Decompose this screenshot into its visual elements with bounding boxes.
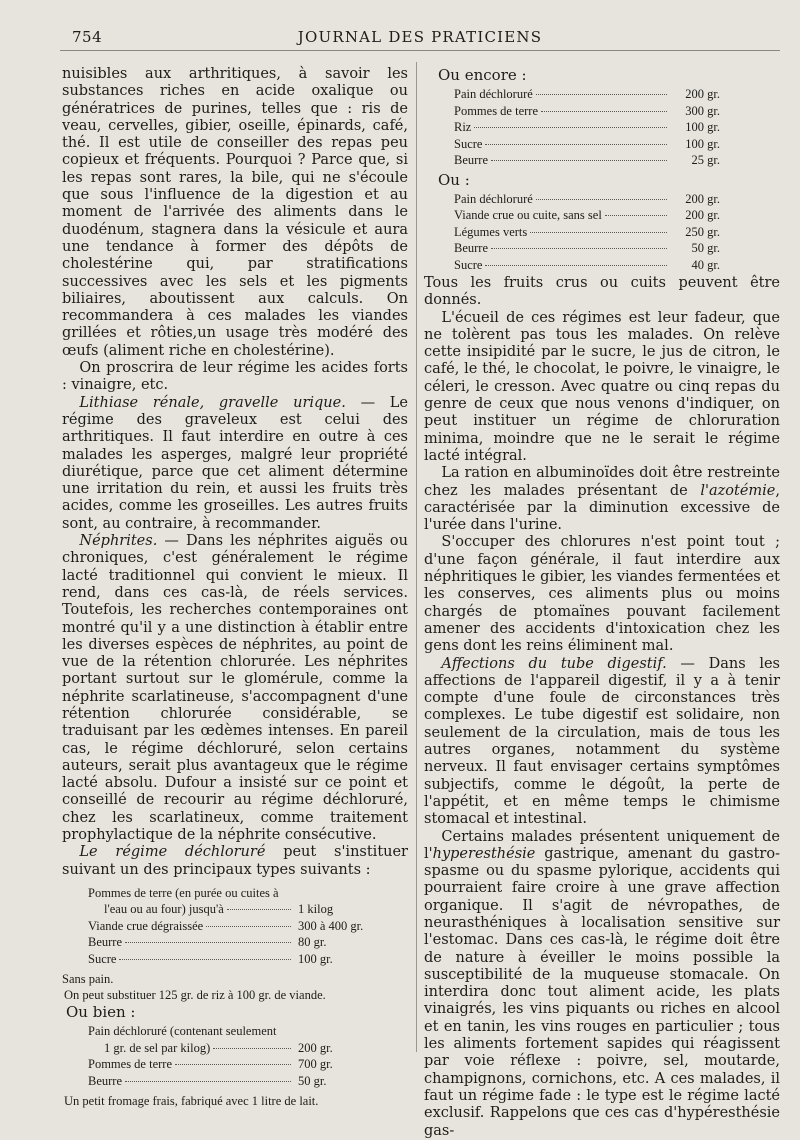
- menu-row: [454, 224, 720, 241]
- leader-dots: [605, 215, 667, 216]
- menu-qty: 700 gr.: [298, 1057, 333, 1072]
- menu-qty: 50 gr.: [298, 1073, 327, 1088]
- menu-qty: 300 gr.: [685, 103, 720, 118]
- paragraph-lithiase: [62, 395, 408, 533]
- paragraph-acides: On proscrira de leur régime les acides forts : vinaigre, etc.: [62, 360, 408, 394]
- menu-item: Légumes verts: [454, 224, 528, 239]
- menu-row: [454, 207, 720, 224]
- leader-dots: [536, 94, 667, 95]
- menu-qty: 200 gr.: [685, 87, 720, 101]
- menu-row: [88, 1073, 378, 1090]
- heading-ou: Ou :: [438, 170, 470, 189]
- menu-item: Riz: [454, 120, 472, 134]
- paragraph-ecueil: L'écueil de ces régimes est leur fadeur, que ne tolèrent pas tous les malades. On relève cette insipidité par le sucre, le jus de citron, le café, le thé, le chocolat, le poivre, le vinaigre, le céleri, le cresson. Avec quatre ou cinq repas du genre de ceux que nous venons d'indiquer, on peut instituer un régime de chloruration minima, moindre que ne le serait le régime lacté intégral.: [424, 309, 780, 464]
- paragraph-lithiase-text: — Le régime des graveleux est celui des arthritiques. Il faut interdire en outre à ces malades les asperges, malgré leur propriété diurétique, parce que cet aliment détermine une irritation du rein, et aussi les fruits très acides, comme les groseilles. Les autres fruits sont, au contraire, à recommander.: [62, 394, 409, 532]
- menu-qty: 80 gr.: [298, 935, 327, 950]
- menu-row: [88, 901, 378, 918]
- leader-dots: [175, 1064, 291, 1065]
- menu-list-2: [88, 1023, 378, 1089]
- heading-tube-digestif: Affections du tube digestif.: [441, 655, 667, 672]
- leader-dots: [536, 199, 667, 200]
- menu-item: Pommes de terre: [454, 103, 539, 118]
- menu-item: Viande crue ou cuite, sans sel: [454, 208, 602, 222]
- paragraph-azotemie-a: La ration en albuminoïdes doit être restreinte chez les malades présentant de: [424, 465, 780, 499]
- running-title: JOURNAL DES PRATICIENS: [297, 28, 543, 46]
- menu-qty: 1 kilog: [298, 902, 334, 917]
- menu-qty: 100 gr.: [298, 951, 333, 966]
- menu-row: [88, 1023, 378, 1040]
- menu-list-3: [454, 86, 720, 169]
- note-sans-pain: Sans pain.: [62, 972, 114, 987]
- paragraph-regime-text: peut s'instituer suivant un des principaux types suivants :: [62, 844, 408, 878]
- menu-row: [454, 136, 720, 153]
- menu-item: Pain déchloruré: [454, 191, 533, 206]
- menu-qty: 50 gr.: [691, 241, 720, 255]
- menu-item: Sucre: [454, 136, 483, 151]
- menu-qty: 200 gr.: [685, 208, 720, 222]
- menu-row: [454, 86, 720, 103]
- menu-qty: 40 gr.: [691, 257, 720, 272]
- leader-dots: [125, 942, 291, 943]
- menu-row: [88, 934, 378, 951]
- menu-item: Pommes de terre: [88, 1057, 173, 1072]
- menu-item: Beurre: [454, 153, 489, 167]
- paragraph-azotemie-b: , caractérisée par la diminution excessive de l'urée dans l'urine.: [424, 482, 780, 534]
- menu-row: [454, 119, 720, 136]
- paragraph-hyperesthesie: [424, 829, 780, 1140]
- paragraph-nephrites: [62, 533, 408, 844]
- paragraph-fruits: Tous les fruits crus ou cuits peuvent être donnés.: [424, 275, 780, 309]
- menu-item: Pommes de terre (en purée ou cuites à: [88, 885, 279, 900]
- menu-row: [454, 152, 720, 169]
- leader-dots: [491, 248, 667, 249]
- right-column: [424, 66, 780, 1140]
- menu-item: Pain déchloruré (contenant seulement: [88, 1024, 277, 1039]
- menu-item: Sucre: [88, 951, 117, 966]
- paragraph-nephrites-text: — Dans les néphrites aiguës ou chroniques, c'est généralement le régime lacté traditionnel qui convient le mieux. Il rend, dans ces cas-là, de réels services. Toutefois, les recherches contemporaines ont montré qu'il y a une distinction à établir entre les diverses espèces de néphrites, au point de vue de la rétention chlorurée. Les néphrites portant surtout sur le glomérule, comme la néphrite scarlatineuse, s'accompagnent d'une rétention chlorurée considérable, se traduisant par les œdèmes intenses. En pareil cas, le régime déchloruré, selon certains auteurs, serait plus avantageux que le régime lacté absolu. Dufour a insisté sur ce point et conseillé de recourir au régime déchloruré, chez les scarlatineux, comme traitement prophylactique de la néphrite consécutive.: [62, 533, 408, 844]
- menu-item: Pain déchloruré: [454, 87, 533, 101]
- menu-qty: 300 à 400 gr.: [298, 918, 364, 933]
- leader-dots: [485, 144, 667, 145]
- heading-regime-dechlorure: Le régime déchloruré: [79, 844, 266, 861]
- menu-list-1: [88, 885, 378, 968]
- heading-ou-bien: Ou bien :: [66, 1003, 136, 1022]
- leader-dots: [125, 1081, 291, 1082]
- heading-lithiase: Lithiase rénale, gravelle urique.: [79, 394, 346, 411]
- menu-qty: 100 gr.: [685, 136, 720, 151]
- paragraph-regime-dechlorure: [62, 844, 408, 879]
- menu-qty: 250 gr.: [685, 224, 720, 239]
- paragraph-chlorures: S'occuper des chlorures n'est point tout ; d'une façon générale, il faut interdire aux néphritiques le gibier, les viandes fermentées et les conserves, ces aliments plus ou moins chargés de ptomaïnes pouvant facilement amener des accidents d'intoxication chez les gens dont les reins éliminent mal.: [424, 534, 780, 655]
- note-substitution: On peut substituer 125 gr. de riz à 100 gr. de viande.: [64, 988, 326, 1003]
- leader-dots: [206, 926, 291, 927]
- menu-item: Beurre: [88, 935, 123, 950]
- menu-item: Beurre: [88, 1073, 123, 1088]
- term-azotemie: l'azotémie: [700, 482, 776, 499]
- menu-row: [88, 885, 378, 902]
- leader-dots: [491, 160, 667, 161]
- running-header: [60, 28, 780, 51]
- menu-row: [454, 240, 720, 257]
- menu-qty: 25 gr.: [691, 153, 720, 167]
- menu-row: [88, 951, 378, 968]
- menu-row: [88, 1056, 378, 1073]
- leader-dots: [530, 232, 667, 233]
- menu-item: 1 gr. de sel par kilog): [104, 1040, 211, 1055]
- menu-row: [454, 191, 720, 208]
- paragraph-tube-digestif-text: — Dans les affections de l'appareil digestif, il y a à tenir compte d'une foule de circonstances très complexes. Le tube digestif est solidaire, non seulement de la circulation, mais de tous les autres organes, notamment du système nerveux. Il faut envisager certains symptômes subjectifs, comme le dégoût, la perte de l'appétit, et en même temps le chimisme stomacal et intestinal.: [424, 655, 780, 828]
- paragraph-tube-digestif: [424, 656, 780, 829]
- heading-ou-encore: Ou encore :: [438, 66, 527, 84]
- term-hyperesthesie: hyperesthésie: [432, 845, 536, 862]
- menu-item: Beurre: [454, 241, 489, 255]
- menu-row: [88, 918, 378, 935]
- left-column: [62, 66, 408, 1109]
- menu-list-4: [454, 191, 720, 274]
- paragraph-azotemie: [424, 465, 780, 534]
- menu-row: [454, 257, 720, 274]
- leader-dots: [474, 127, 667, 128]
- leader-dots: [119, 959, 291, 960]
- leader-dots: [541, 111, 667, 112]
- page-number: 754: [72, 28, 103, 46]
- column-rule: [416, 62, 417, 1052]
- menu-qty: 100 gr.: [685, 120, 720, 134]
- menu-qty: 200 gr.: [298, 1040, 333, 1055]
- menu-item: Viande crue dégraissée: [88, 918, 204, 933]
- menu-qty: 200 gr.: [685, 191, 720, 206]
- leader-dots: [227, 909, 291, 910]
- leader-dots: [485, 265, 667, 266]
- leader-dots: [213, 1048, 291, 1049]
- menu-item: l'eau ou au four) jusqu'à: [104, 902, 224, 917]
- note-fromage: Un petit fromage frais, fabriqué avec 1 litre de lait.: [64, 1094, 319, 1109]
- paragraph-arthritiques: nuisibles aux arthritiques, à savoir les substances riches en acide oxalique ou génératrices de purines, telles que : ris de veau, cervelles, gibier, oseille, épinards, café, thé. Il est utile de conseiller des repas peu copieux et fréquents. Pourquoi ? Parce que, si les repas sont rares, la bile, qui ne s'écoule que sous l'influence de la digestion et au moment de l'arrivée des aliments dans le duodénum, stagnera dans la vésicule et aura une tendance à former des dépôts de cholestérine qui, par stratifications successives avec les sels et les pigments biliaires, aboutissent aux calculs. On recommandera à ces malades les viandes grillées et rôties,un usage très modéré des œufs (aliment riche en cholestérine).: [62, 66, 408, 359]
- menu-row: [88, 1040, 378, 1057]
- heading-nephrites: Néphrites.: [79, 533, 158, 550]
- paragraph-hyperesthesie-a: Certains malades présentent uniquement de l': [424, 828, 780, 862]
- menu-row: [454, 103, 720, 120]
- menu-item: Sucre: [454, 257, 483, 272]
- paragraph-hyperesthesie-b: gastrique, amenant du gastro-spasme ou du spasme pylorique, accidents qui pourraient faire croire à une grave affection organique. Il s'agit de névropathes, de neurasthéniques à localisation sensitive sur l'estomac. Dans ces cas-là, le régime doit être de nature à éveiller le moins possible la susceptibilité de la muqueuse stomacale. On interdira donc tout aliment acide, les plats vinaigrés, les vins piquants ou riches en alcool et en tanin, les vins rouges en particulier ; tous les aliments fortement sapides qui réagissent par voie réflexe : poivre, sel, moutarde, champignons, cornichons, etc. A ces malades, il faut un régime fade : le type est le régime lacté exclusif. Rappelons que ces cas d'hypéresthésie gas-: [424, 845, 780, 1139]
